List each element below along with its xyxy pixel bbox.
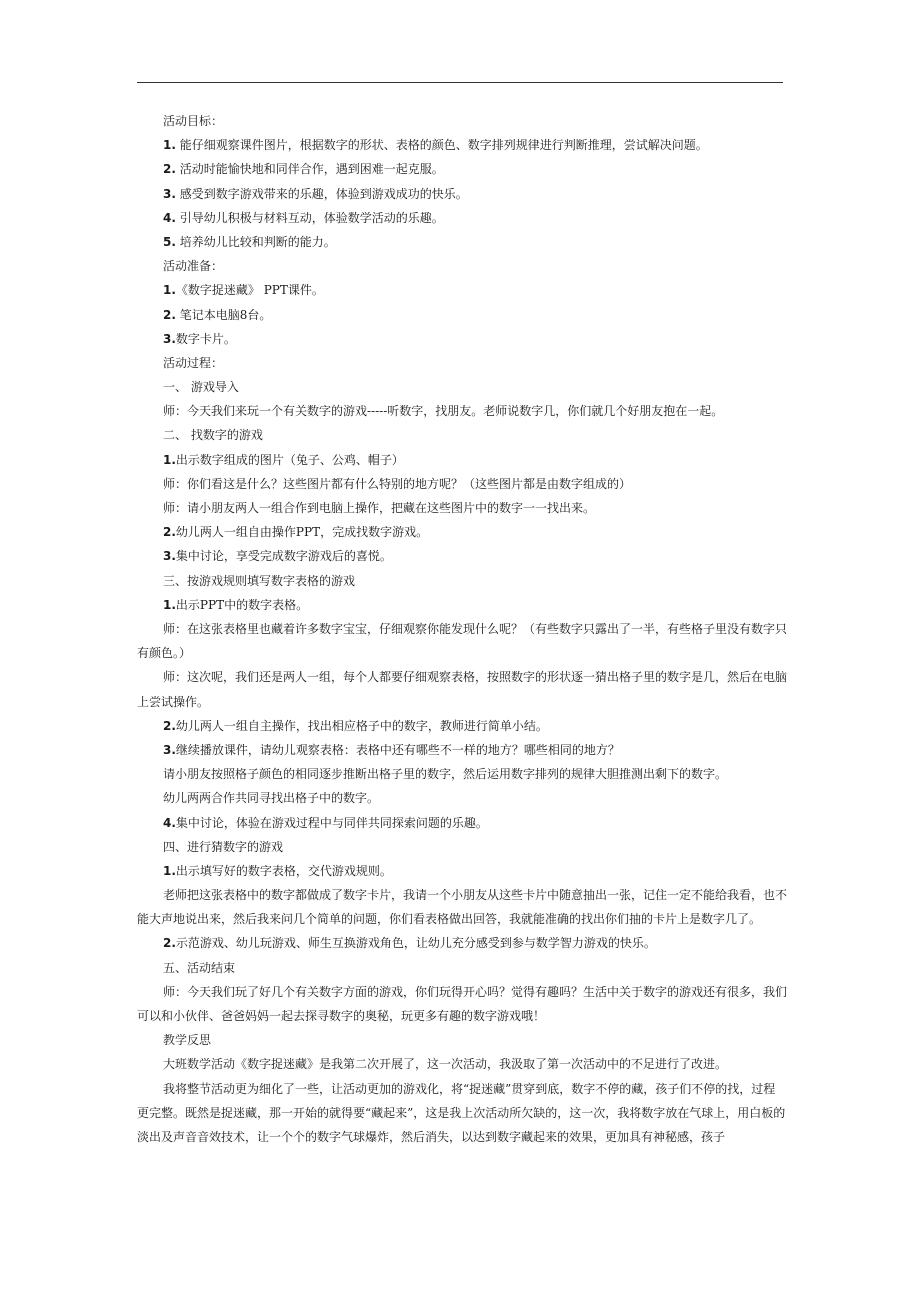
step-item: 2.示范游戏、幼儿玩游戏、师生互换游戏角色，让幼儿充分感受到参与数学智力游戏的快乐。 — [163, 936, 656, 951]
step-item: 2.幼儿两人一组自主操作，找出相应格子中的数字，教师进行简单小结。 — [163, 718, 548, 733]
prep-item: 1.《数字捉迷藏》 PPT课件。 — [163, 283, 324, 298]
paragraph: 师：今天我们玩了好几个有关数字方面的游戏，你们玩得开心吗？觉得有趣吗？生活中关于数字的游戏还有很多，我们可以和小伙伴、爸爸妈妈一起去探寻数字的奥秘，玩更多有趣的数字游戏哦！ — [137, 984, 788, 1024]
section-title: 三、按游戏规则填写数字表格的游戏 — [163, 573, 356, 588]
paragraph: 师：请小朋友两人一组合作到电脑上操作，把藏在这些图片中的数字一一找出来。 — [163, 501, 596, 515]
section-title: 四、进行猜数字的游戏 — [163, 839, 284, 854]
goal-item: 4. 引导幼儿积极与材料互动，体验数学活动的乐趣。 — [163, 210, 444, 225]
goal-item: 2. 活动时能愉快地和同伴合作，遇到困难一起克服。 — [163, 162, 444, 177]
step-item: 1.出示PPT中的数字表格。 — [163, 597, 309, 612]
step-item: 3.集中讨论，享受完成数字游戏后的喜悦。 — [163, 549, 392, 564]
process-heading: 活动过程： — [163, 355, 224, 370]
step-item: 3.继续播放课件，请幼儿观察表格：表格中还有哪些不一样的地方？哪些相同的地方？ — [163, 742, 620, 757]
reflection-title: 教学反思 — [163, 1033, 212, 1048]
goals-heading: 活动目标： — [163, 114, 224, 128]
paragraph: 大班数学活动《数字捉迷藏》是我第二次开展了，这一次活动，我汲取了第一次活动中的不足进行了改进。 — [163, 1057, 728, 1072]
document-body — [137, 109, 787, 1149]
goal-item: 3. 感受到数字游戏带来的乐趣，体验到游戏成功的快乐。 — [163, 186, 468, 201]
paragraph: 幼儿两两合作共同寻找出格子中的数字。 — [163, 791, 380, 806]
paragraph: 请小朋友按照格子颜色的相同逐步推断出格子里的数字，然后运用数字排列的规律大胆推测出剩下的数字。 — [163, 767, 728, 782]
goal-item: 1. 能仔细观察课件图片，根据数字的形状、表格的颜色、数字排列规律进行判断推理，尝试解决问题。 — [163, 138, 708, 153]
step-item: 1.出示数字组成的图片（兔子、公鸡、帽子） — [163, 452, 404, 467]
section-title: 二、 找数字的游戏 — [163, 428, 263, 443]
section-title: 五、活动结束 — [163, 960, 236, 975]
paragraph: 师：你们看这是什么？这些图片都有什么特别的地方呢？（这些图片都是由数字组成的） — [163, 476, 632, 491]
prep-item: 3.数字卡片。 — [163, 331, 236, 346]
paragraph: 师：这次呢，我们还是两人一组，每个人都要仔细观察表格，按照数字的形状逐一猜出格子里的数字是几，然后在电脑上尝试操作。 — [137, 670, 788, 709]
step-item: 4.集中讨论，体验在游戏过程中与同伴共同探索问题的乐趣。 — [163, 815, 488, 830]
paragraph: 师：在这张表格里也藏着许多数字宝宝，仔细观察你能发现什么呢？（有些数字只露出了一半，有些格子里没有数字只有颜色。） — [137, 621, 788, 661]
header-rule — [137, 82, 783, 83]
prep-heading: 活动准备： — [163, 259, 224, 274]
paragraph: 我将整节活动更为细化了一些，让活动更加的游戏化，将“捉迷藏”贯穿到底，数字不停的藏，孩子们不停的找，过程更完整。既然是捉迷藏，那一开始的就得要“藏起来”，这是我上次活动所欠缺的，这一次，我将数字放在气球上，用白板的淡出及声音音效技术，让一个个的数字气球爆炸，然后消失，以达到数字藏起来的效果，更加具有神秘感，孩子 — [137, 1081, 786, 1145]
paragraph: 老师把这张表格中的数字都做成了数字卡片，我请一个小朋友从这些卡片中随意抽出一张，记住一定不能给我看，也不能大声地说出来，然后我来问几个简单的问题，你们看表格做出回答，我就能准确的找出你们抽的卡片上是数字几了。 — [137, 888, 788, 927]
section-title: 一、 游戏导入 — [163, 380, 239, 395]
paragraph: 师：今天我们来玩一个有关数字的游戏-----听数字，找朋友。老师说数字几，你们就几个好朋友抱在一起。 — [163, 404, 724, 419]
prep-item: 2. 笔记本电脑8台。 — [163, 307, 272, 322]
step-item: 1.出示填写好的数字表格，交代游戏规则。 — [163, 863, 392, 878]
goal-item: 5. 培养幼儿比较和判断的能力。 — [163, 234, 336, 249]
step-item: 2.幼儿两人一组自由操作PPT，完成找数字游戏。 — [163, 525, 429, 540]
